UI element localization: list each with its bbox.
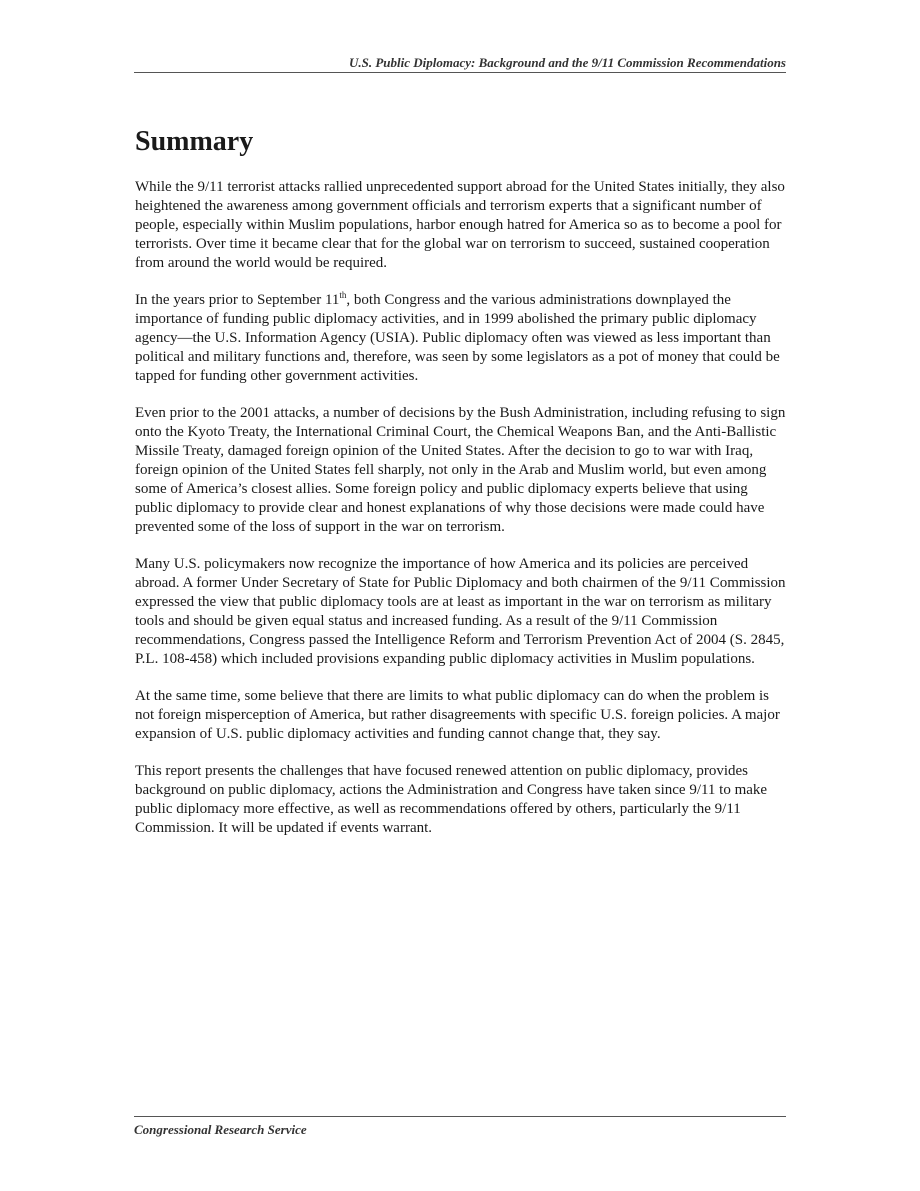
- running-footer: [134, 1116, 786, 1138]
- summary-paragraph-4: Many U.S. policymakers now recognize the importance of how America and its policies are perceived abroad. A former Under Secretary of State for Public Diplomacy and both chairmen of the 9/11 Commission expressed the view that public diplomacy tools are at least as important in the war on terrorism as military tools and should be given equal status and increased funding. As a result of the 9/11 Commission recommendations, Congress passed the Intelligence Reform and Terrorism Prevention Act of 2004 (S. 2845, P.L. 108-458) which included provisions expanding public diplomacy activities in Muslim populations.: [135, 556, 786, 667]
- summary-heading: Summary: [135, 126, 254, 157]
- paragraph-2-text-start: In the years prior to September 11: [135, 292, 340, 308]
- running-header-title: U.S. Public Diplomacy: Background and the 9/11 Commission Recommendations: [349, 55, 786, 70]
- summary-body: [135, 178, 787, 856]
- ordinal-superscript: th: [339, 290, 347, 300]
- summary-paragraph-6: This report presents the challenges that have focused renewed attention on public diplomacy, provides background on public diplomacy, actions the Administration and Congress have taken since 9/11 to make public diplomacy more effective, as well as recommendations offered by others, particularly the 9/11 Commission. It will be updated if events warrant.: [135, 763, 768, 836]
- footer-organization: Congressional Research Service: [134, 1122, 307, 1137]
- summary-paragraph-5: At the same time, some believe that there are limits to what public diplomacy can do when the problem is not foreign misperception of America, but rather disagreements with specific U.S. foreign policies. A major expansion of U.S. public diplomacy activities and funding cannot change that, they say.: [135, 688, 780, 742]
- paragraph-2-text-end: , both Congress and the various administrations downplayed the importance of funding public diplomacy activities, and in 1999 abolished the primary public diplomacy agency—the U.S. Information Agency (USIA). Public diplomacy often was viewed as less important than political and military functions and, therefore, was seen by some legislators as a pot of money that could be tapped for funding other government activities.: [135, 292, 780, 384]
- summary-paragraph-2: [135, 291, 787, 386]
- running-header: [134, 55, 786, 73]
- summary-paragraph-3: Even prior to the 2001 attacks, a number of decisions by the Bush Administration, including refusing to sign onto the Kyoto Treaty, the International Criminal Court, the Chemical Weapons Ban, and the Anti-Ballistic Missile Treaty, damaged foreign opinion of the United States. After the decision to go to war with Iraq, foreign opinion of the United States fell sharply, not only in the Arab and Muslim world, but even among some of America’s closest allies. Some foreign policy and public diplomacy experts believe that using public diplomacy to provide clear and honest explanations of why those decisions were made could have prevented some of the loss of support in the war on terrorism.: [135, 405, 786, 535]
- summary-paragraph-1: While the 9/11 terrorist attacks rallied unprecedented support abroad for the United States initially, they also heightened the awareness among government officials and terrorism experts that a significant number of people, especially within Muslim populations, harbor enough hatred for America so as to become a pool for terrorists. Over time it became clear that for the global war on terrorism to succeed, sustained cooperation from around the world would be required.: [135, 179, 785, 271]
